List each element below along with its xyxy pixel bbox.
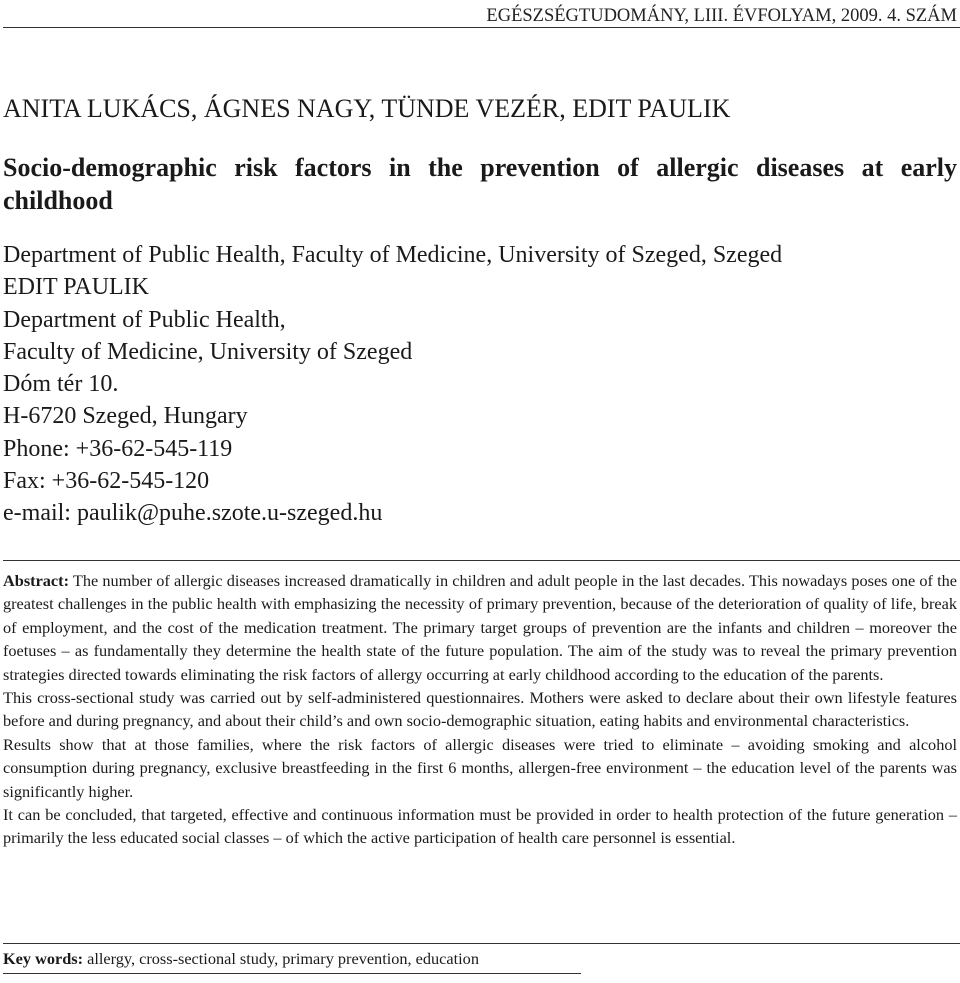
keywords-top-divider: [3, 943, 960, 944]
article-title-line-1: Socio-demographic risk factors in the prevention of allergic diseases at early: [3, 153, 957, 182]
affiliation: Department of Public Health, Faculty of Medicine, University of Szeged, Szeged: [3, 242, 783, 268]
correspondence-faculty: Faculty of Medicine, University of Szeged: [3, 338, 413, 365]
abstract-paragraph-1-text: The number of allergic diseases increased dramatically in children and adult people in the last decades. This nowadays poses one of the greatest challenges in the public health with emphasizing the necessity of primary prevention, because of the deterioration of quality of life, break of employment, and the cost of the medication treatment. The primary target groups of prevention are the infants and children – moreover the foetuses – as fundamentally they determine the health state of the future population. The aim of the study was to reveal the primary prevention strategies directed towards eliminating the risk factors of allergy occurring at early childhood according to the education of the parents.: [3, 571, 957, 684]
abstract-label: Abstract:: [3, 571, 70, 590]
author-list: ANITA LUKÁCS, ÁGNES NAGY, TÜNDE VEZÉR, EDIT PAULIK: [3, 94, 731, 123]
header-divider: [3, 27, 960, 28]
correspondence-phone: Phone: +36-62-545-119: [3, 435, 233, 462]
corresponding-author-name: EDIT PAULIK: [3, 274, 150, 301]
keywords: [3, 949, 479, 969]
correspondence-department: Department of Public Health,: [3, 306, 286, 333]
article-title-line-2: childhood: [3, 186, 113, 215]
keywords-text: allergy, cross-sectional study, primary prevention, education: [83, 949, 479, 968]
abstract-paragraph-1: [3, 569, 957, 686]
abstract-paragraph-2: This cross-sectional study was carried out by self-administered questionnaires. Mothers were asked to declare about their own lifestyle features before and during pregnancy, and about their child’s and own socio-demographic situation, eating habits and environmental characteristics.: [3, 688, 957, 731]
keywords-label: Key words:: [3, 949, 84, 968]
affiliation-block: [3, 239, 782, 530]
journal-running-header: EGÉSZSÉGTUDOMÁNY, LIII. ÉVFOLYAM, 2009. 4. SZÁM: [486, 6, 957, 26]
abstract-paragraph-4: It can be concluded, that targeted, effective and continuous information must be provided in order to health protection of the future generation – primarily the less educated social classes – of which the active participation of health care personnel is essential.: [3, 805, 957, 848]
correspondence-street: Dóm tér 10.: [3, 371, 119, 398]
keywords-underline: [3, 973, 581, 974]
correspondence-email: e-mail: paulik@puhe.szote.u-szeged.hu: [3, 500, 383, 527]
abstract-top-divider: [3, 560, 960, 561]
correspondence-city: H-6720 Szeged, Hungary: [3, 403, 248, 430]
abstract: [3, 569, 957, 850]
abstract-paragraph-3: Results show that at those families, where the risk factors of allergic diseases were tried to eliminate – avoiding smoking and alcohol consumption during pregnancy, exclusive breastfeeding in the first 6 months, allergen-free environment – the education level of the parents was significantly higher.: [3, 734, 957, 801]
correspondence-fax: Fax: +36-62-545-120: [3, 468, 210, 495]
article-title: [3, 151, 957, 217]
